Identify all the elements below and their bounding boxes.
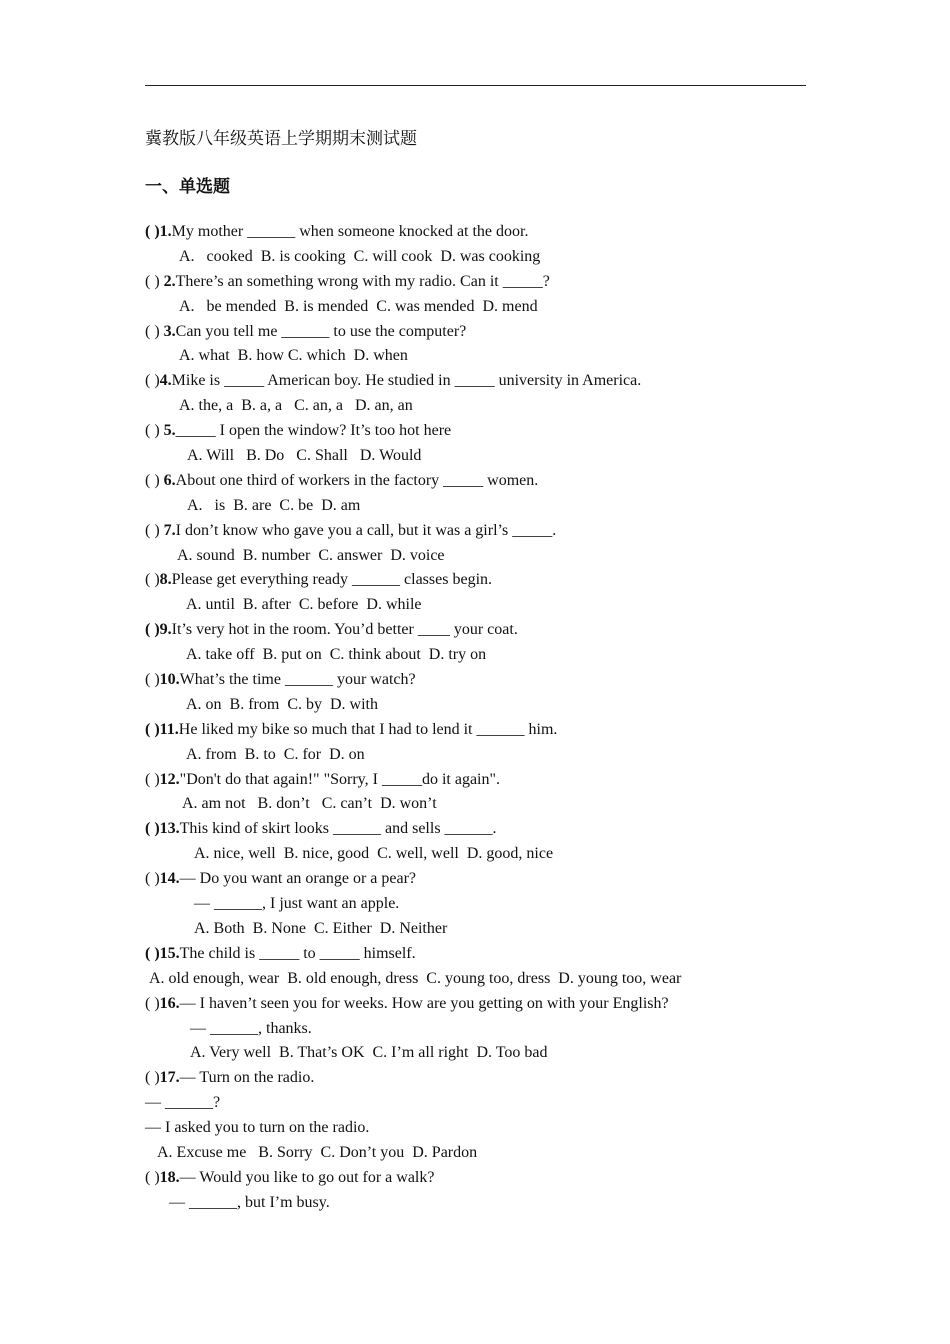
question-stem: The child is _____ to _____ himself. — [179, 944, 416, 962]
question-15 — [145, 942, 825, 967]
question-7-options: A. sound B. number C. answer D. voice — [177, 546, 445, 564]
question-number: 13. — [159, 820, 180, 838]
answer-paren: ( ) — [145, 870, 160, 888]
question-stem: I don’t know who gave you a call, but it was a girl’s _____. — [175, 521, 557, 539]
question-number: 14. — [159, 870, 180, 888]
answer-paren: ( ) — [145, 621, 160, 639]
question-number: 17. — [159, 1069, 180, 1087]
question-14 — [145, 867, 825, 892]
question-stem: My mother ______ when someone knocked at the door. — [171, 223, 529, 240]
question-12-options: A. am not B. don’t C. can’t D. won’t — [182, 795, 437, 813]
question-5-options: A. Will B. Do C. Shall D. Would — [187, 447, 422, 465]
answer-paren: ( ) — [145, 322, 164, 340]
question-11-options: A. from B. to C. for D. on — [186, 745, 365, 763]
question-number: 8. — [159, 571, 172, 589]
answer-paren: ( ) — [145, 820, 160, 838]
question-number: 11. — [159, 720, 179, 738]
question-6-options: A. is B. are C. be D. am — [187, 496, 361, 514]
question-list — [145, 220, 825, 1216]
question-1-options: A. cooked B. is cooking C. will cook D. was cooking — [179, 247, 541, 265]
question-7 — [145, 519, 825, 544]
question-17-dialogue-1: — ______? — [145, 1094, 221, 1112]
question-1 — [145, 220, 825, 245]
question-stem: — I haven’t seen you for weeks. How are you getting on with your English? — [179, 994, 669, 1012]
question-stem: Mike is _____ American boy. He studied in _____ university in America. — [171, 372, 642, 390]
question-number: 15. — [159, 944, 180, 962]
document-title: 冀教版八年级英语上学期期末测试题 — [145, 129, 417, 148]
question-number: 5. — [163, 422, 176, 440]
answer-paren: ( ) — [145, 471, 164, 489]
question-17 — [145, 1066, 825, 1091]
question-stem: _____ I open the window? It’s too hot here — [175, 422, 452, 440]
question-10 — [145, 668, 825, 693]
question-stem: — Would you like to go out for a walk? — [179, 1168, 435, 1186]
question-16-options: A. Very well B. That’s OK C. I’m all right D. Too bad — [190, 1044, 548, 1062]
question-15-options: A. old enough, wear B. old enough, dress C. young too, dress D. young too, wear — [149, 969, 682, 987]
question-3 — [145, 320, 825, 345]
question-16 — [145, 992, 825, 1017]
question-stem: — Turn on the radio. — [179, 1069, 315, 1087]
answer-paren: ( ) — [145, 372, 160, 390]
question-stem: — Do you want an orange or a pear? — [179, 870, 417, 888]
question-14-dialogue: — ______, I just want an apple. — [194, 895, 400, 913]
answer-paren: ( ) — [145, 521, 164, 539]
question-4-options: A. the, a B. a, a C. an, a D. an, an — [179, 397, 413, 415]
question-13-options: A. nice, well B. nice, good C. well, well D. good, nice — [194, 845, 554, 863]
question-stem: He liked my bike so much that I had to lend it ______ him. — [178, 720, 558, 738]
question-18-dialogue: — ______, but I’m busy. — [169, 1193, 330, 1211]
question-stem: About one third of workers in the factory _____ women. — [175, 471, 539, 489]
answer-paren: ( ) — [145, 1069, 160, 1087]
question-number: 16. — [159, 994, 180, 1012]
answer-paren: ( ) — [145, 223, 160, 240]
answer-paren: ( ) — [145, 671, 160, 689]
section-heading: 一、单选题 — [145, 177, 230, 197]
answer-paren: ( ) — [145, 994, 160, 1012]
question-9 — [145, 618, 825, 643]
header-rule — [145, 85, 806, 86]
question-2-options: A. be mended B. is mended C. was mended D. mend — [179, 297, 538, 315]
question-5 — [145, 419, 825, 444]
question-11 — [145, 718, 825, 743]
question-number: 4. — [159, 372, 172, 390]
answer-paren: ( ) — [145, 571, 160, 589]
answer-paren: ( ) — [145, 770, 160, 788]
answer-paren: ( ) — [145, 422, 164, 440]
answer-paren: ( ) — [145, 720, 160, 738]
question-6 — [145, 469, 825, 494]
question-9-options: A. take off B. put on C. think about D. try on — [186, 646, 487, 664]
question-number: 1. — [159, 223, 172, 240]
answer-paren: ( ) — [145, 272, 164, 290]
question-stem: This kind of skirt looks ______ and sells ______. — [179, 820, 497, 838]
question-number: 7. — [163, 521, 176, 539]
question-number: 2. — [163, 272, 176, 290]
question-number: 9. — [159, 621, 172, 639]
question-14-options: A. Both B. None C. Either D. Neither — [194, 919, 448, 937]
question-stem: "Don't do that again!" "Sorry, I _____do it again". — [179, 770, 501, 788]
question-18 — [145, 1166, 825, 1191]
question-4 — [145, 369, 825, 394]
answer-paren: ( ) — [145, 1168, 160, 1186]
question-17-dialogue-2: — I asked you to turn on the radio. — [145, 1119, 370, 1137]
question-number: 18. — [159, 1168, 180, 1186]
question-number: 6. — [163, 471, 176, 489]
question-stem: What’s the time ______ your watch? — [179, 671, 416, 689]
question-12 — [145, 768, 825, 793]
question-3-options: A. what B. how C. which D. when — [179, 347, 408, 365]
question-10-options: A. on B. from C. by D. with — [186, 695, 378, 713]
question-8-options: A. until B. after C. before D. while — [186, 596, 422, 614]
question-number: 10. — [159, 671, 180, 689]
question-stem: It’s very hot in the room. You’d better ____ your coat. — [171, 621, 518, 639]
question-number: 12. — [159, 770, 180, 788]
question-number: 3. — [163, 322, 176, 340]
question-stem: Can you tell me ______ to use the computer? — [175, 322, 467, 340]
question-stem: There’s an something wrong with my radio. Can it _____? — [175, 272, 550, 290]
answer-paren: ( ) — [145, 944, 160, 962]
question-8 — [145, 568, 825, 593]
question-stem: Please get everything ready ______ classes begin. — [171, 571, 493, 589]
question-2 — [145, 270, 825, 295]
question-17-options: A. Excuse me B. Sorry C. Don’t you D. Pardon — [157, 1143, 478, 1161]
question-16-dialogue: — ______, thanks. — [190, 1019, 312, 1037]
question-13 — [145, 817, 825, 842]
